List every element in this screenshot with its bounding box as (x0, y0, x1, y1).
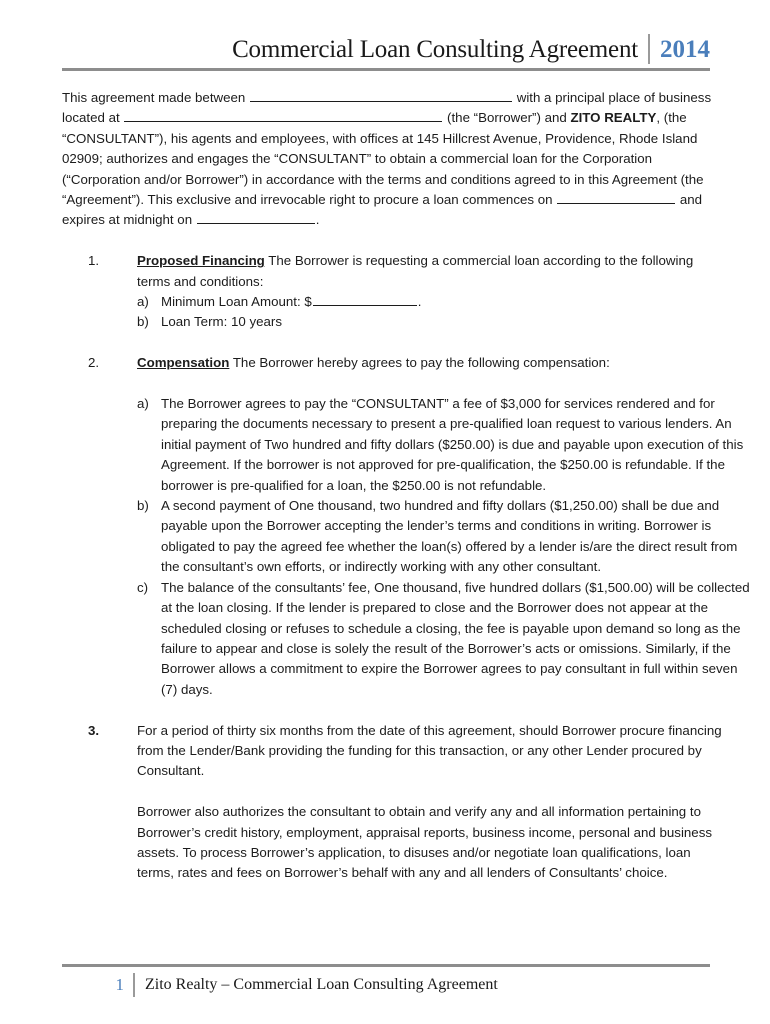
header-divider (648, 34, 650, 64)
footer-page-number: 1 (115, 975, 124, 994)
blank-business-address[interactable] (124, 108, 442, 122)
footer-text: Zito Realty – Commercial Loan Consulting Agreement (145, 976, 498, 993)
section-1-subitem-a (62, 292, 722, 312)
blank-commence-date[interactable] (557, 190, 675, 204)
footer-divider (133, 973, 135, 997)
intro-text-4: , (the “CONSULTANT”), his agents and employees, with offices at 145 Hillcrest Avenue, Providence, Rhode Island 02909; authorizes and engages the “CONSULTANT” to obtain a commercial loan for the Corporation (“Corporation and/or Borrower”) in accordance with the terms and conditions agreed to in this Agreement (the “Agreement”). This exclusive and irrevocable right to procure a loan commences on (62, 110, 704, 208)
blank-minimum-loan-amount[interactable] (313, 292, 417, 306)
section-2-text: The Borrower hereby agrees to pay the following compensation: (229, 355, 610, 371)
intro-text-6: . (315, 212, 320, 228)
section-2-subitem-c-text: The balance of the consultants’ fee, One thousand, five hundred dollars ($1,500.00) will be collected at the loan closing. If the lender is prepared to close and the Borrower does not appear at the scheduled closing or refuses to schedule a closing, the fee is payable upon demand so long as the failure to appear and close is solely the result of the Borrower’s acts or omissions. Similarly, if the Borrower allows a commitment to expire the Borrower agrees to pay consultant in full within seven (7) days. (161, 579, 750, 697)
intro-paragraph (62, 88, 722, 231)
section-1-heading: Proposed Financing (137, 253, 265, 269)
intro-text-5: and expires at midnight on (62, 192, 703, 228)
section-2-subitem-c-letter: c) (137, 579, 149, 595)
consultant-company-name: ZITO REALTY (570, 110, 657, 126)
footer-rule (62, 964, 710, 967)
section-2-subitem-b (62, 496, 753, 578)
blank-expire-date[interactable] (197, 210, 315, 224)
section-3-paragraph-1: For a period of thirty six months from the date of this agreement, should Borrower procure financing from the Lender/Bank providing the funding for this transaction, or any other Lender procured by Consultant. (137, 722, 722, 779)
section-3-paragraph-2: Borrower also authorizes the consultant to obtain and verify any and all information pertaining to Borrower’s credit history, employment, appraisal reports, business income, personal and business assets. To process Borrower’s application, to disuses and/or negotiate loan qualifications, loan terms, rates and fees on Borrower’s behalf with any and all lenders of Consultants’ choice. (137, 804, 712, 881)
section-2 (62, 353, 722, 373)
section-2-subitem-a (62, 394, 753, 496)
section-1-subitem-a-suffix: . (417, 294, 422, 310)
intro-text-1: This agreement made between (62, 90, 250, 105)
section-3-number: 3. (88, 722, 100, 738)
section-2-subitem-c (62, 578, 753, 700)
blank-party-name[interactable] (250, 88, 512, 102)
page-header (62, 28, 710, 64)
section-2-heading: Compensation (137, 355, 230, 371)
section-1-number: 1. (88, 253, 100, 269)
header-year: 2014 (660, 36, 710, 63)
intro-text-3: (the “Borrower”) and (443, 110, 571, 126)
page-title: Commercial Loan Consulting Agreement (232, 36, 638, 63)
section-1-subitem-b-letter: b) (137, 314, 149, 330)
spacer (62, 333, 722, 353)
spacer (62, 231, 722, 251)
intro-text-2: with a principal place of business located at (62, 90, 712, 126)
spacer (62, 782, 722, 802)
spacer (62, 374, 722, 394)
section-1-subitem-a-label: Minimum Loan Amount: $ (161, 294, 312, 310)
section-1-subitem-a-letter: a) (137, 294, 149, 310)
section-1-text: The Borrower is requesting a commercial loan according to the following terms and conditions: (137, 253, 694, 289)
spacer (62, 700, 722, 720)
section-2-number: 2. (88, 355, 100, 371)
document-body (62, 88, 750, 884)
section-3 (62, 721, 722, 782)
section-2-subitem-a-letter: a) (137, 396, 149, 412)
section-2-subitem-a-text: The Borrower agrees to pay the “CONSULTANT” a fee of $3,000 for services rendered and for preparing the documents necessary to present a pre-qualified loan request to various lenders. An initial payment of Two hundred and fifty dollars ($250.00) is due and payable upon execution of this Agreement. If the borrower is not approved for pre-qualification, the $250.00 is refundable. If the borrower is pre-qualified for a loan, the $250.00 is not refundable. (161, 396, 744, 493)
header-rule (62, 68, 710, 71)
section-2-subitem-b-letter: b) (137, 498, 149, 514)
section-1-subitem-b (62, 312, 722, 332)
section-1-subitem-b-label: Loan Term: 10 years (161, 314, 282, 330)
page-footer (62, 970, 710, 1000)
section-1 (62, 251, 722, 292)
section-2-subitem-b-text: A second payment of One thousand, two hundred and fifty dollars ($1,250.00) shall be due and payable upon the Borrower accepting the lender’s terms and conditions in writing. Borrower is obligated to pay the agreed fee whether the loan(s) offered by a lender is/are the direct result from the consultant’s own efforts, or indirectly working with any other consultant. (161, 498, 738, 575)
section-3-paragraph-2-row (62, 802, 722, 884)
